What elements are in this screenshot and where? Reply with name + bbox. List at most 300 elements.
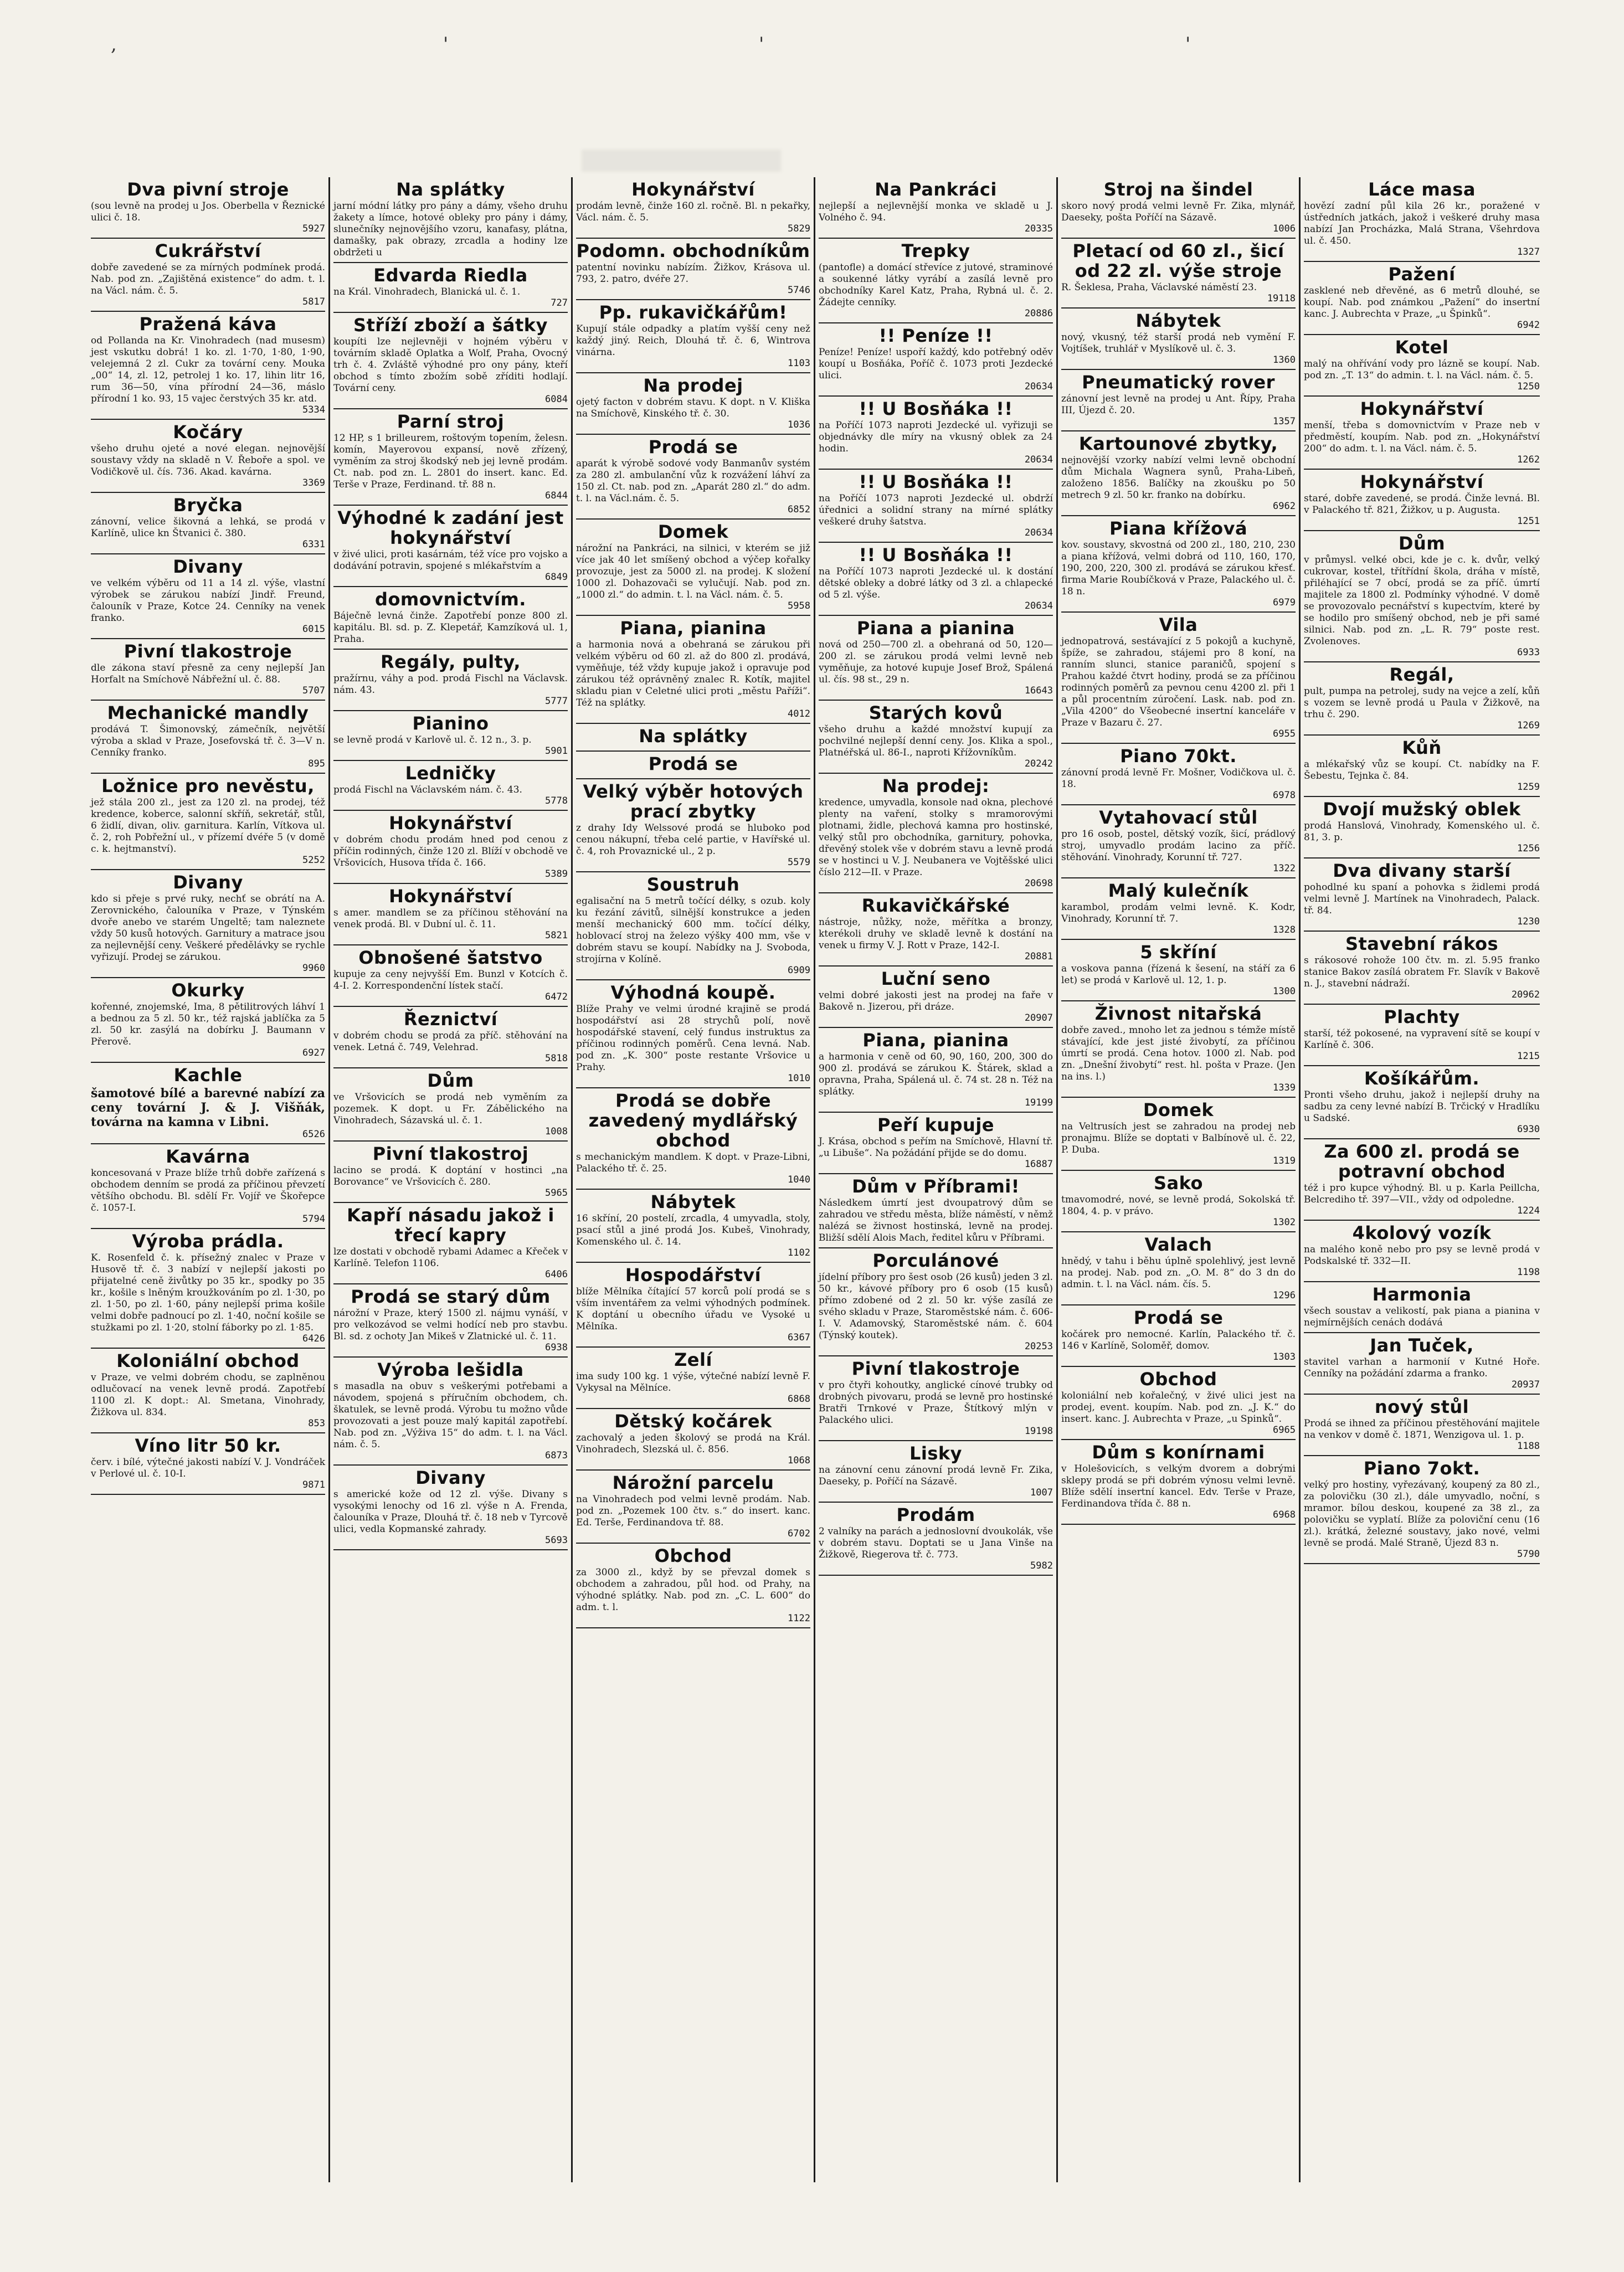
ad-title: Hokynářství <box>631 179 755 200</box>
classified-ad <box>91 978 325 1063</box>
ad-title: Okurky <box>171 980 245 1001</box>
ad-body: ve velkém výběru od 11 a 14 zl. výše, vlastní výrobek se zárukou nabízí Jindř. Freund, čalouník v Praze, Kotce 24. Cenníky na venek franko. <box>91 578 325 624</box>
ad-code: 6873 <box>545 1450 568 1461</box>
ad-code: 1036 <box>788 419 810 430</box>
ad-title: Plachty <box>1384 1006 1460 1027</box>
ad-body: všeho druhu a každé množství kupují za pochvilné nejlepší denní ceny. Jos. Klika a spol., Platnéřská ul. 86-I., naproti Křížovníkům. <box>819 724 1053 758</box>
ad-title: Výhodná koupě. <box>610 982 776 1003</box>
ad-body: zánovní, velice šikovná a lehká, se prodá v Karlíně, ulice kn Štvanici č. 380. <box>91 516 325 539</box>
ad-code: 1250 <box>1517 381 1540 392</box>
ad-code: 1008 <box>545 1126 568 1137</box>
ad-title: Hokynářství <box>389 886 512 907</box>
ad-title: Dům <box>1398 533 1446 554</box>
ad-title: Nárožní parcelu <box>612 1472 774 1493</box>
ad-code: 5818 <box>545 1053 568 1064</box>
ad-title: Dětský kočárek <box>614 1411 772 1432</box>
classified-ad <box>576 724 810 752</box>
classified-ad <box>91 639 325 701</box>
classified-ad <box>576 239 810 300</box>
ad-title: Láce masa <box>1368 179 1476 200</box>
classified-ad <box>1061 940 1296 1001</box>
ad-title: Piana, pianina <box>862 1030 1009 1051</box>
ad-code: 5901 <box>545 746 568 757</box>
ad-title: Sako <box>1153 1173 1204 1194</box>
ad-column <box>573 177 815 2182</box>
ad-code: 1010 <box>788 1073 810 1084</box>
ad-title: Harmonia <box>1372 1284 1472 1305</box>
ad-body: nárožní na Pankráci, na silnici, v kterém se již více jak 40 let smíšený obchod a výčep kořalky provozuje, jest za 5000 zl. na prodej. K složení 1000 zl. Dohazovači se vylučují. Nab. pod zn. „1000 zl.“ do admin. t. l. na Václ. nám. č. 5. <box>576 543 810 600</box>
classified-ad <box>819 397 1053 470</box>
classified-ad <box>1304 1456 1540 1564</box>
ad-code: 1215 <box>1517 1051 1540 1062</box>
top-mark: ' <box>443 33 449 55</box>
classified-ad <box>1304 797 1540 859</box>
ad-body: Prodá se ihned za příčinou přestěhování majitele na venkov v domě č. 1871, Wenzigova ul. 1. p. <box>1304 1418 1540 1441</box>
classified-ad <box>91 701 325 774</box>
ad-code: 1328 <box>1273 924 1296 935</box>
ad-title: Podomn. obchodníkům <box>576 240 810 261</box>
ad-body: koupíti lze nejlevněji v hojném výběru v továrním skladě Oplatka a Wolf, Praha, Ovocný trh č. 4. Zvláště výhodné pro ony pány, kteří obchod s tímto zbožím sobě zříditi hodlají. Tovární ceny. <box>333 336 568 394</box>
ad-body: ojetý facton v dobrém stavu. K dopt. n V. Kliška na Smíchově, Kinského tř. č. 30. <box>576 397 810 419</box>
ad-body: lze dostati v obchodě rybami Adamec a Křeček v Karlíně. Telefon 1106. <box>333 1246 568 1269</box>
classified-ad <box>1061 1232 1296 1305</box>
ad-body: kočárek pro nemocné. Karlín, Palackého tř. č. 146 v Karlíně, Soloměř, domov. <box>1061 1329 1296 1351</box>
ad-body: nový, vkusný, též starší prodá neb vymění F. Vojtíšek, truhlář v Myslíkově ul. č. 3. <box>1061 332 1296 354</box>
ad-title: Výhodné k zadání jest hokynářství <box>337 507 564 548</box>
ad-title: Obchod <box>654 1545 732 1566</box>
ad-title: Vila <box>1159 614 1198 635</box>
classified-ad <box>91 420 325 493</box>
top-mark: ' <box>1185 33 1191 55</box>
ad-code: 6965 <box>1273 1425 1296 1436</box>
ad-body: na Veltrusích jest se zahradou na prodej neb pronajmu. Blíže se doptati v Balbínově ul. č. 22, P. Duba. <box>1061 1121 1296 1155</box>
ad-code: 1068 <box>788 1455 810 1466</box>
ad-title: Piana křížová <box>1109 518 1248 539</box>
ad-code: 6367 <box>788 1332 810 1343</box>
ad-body: v dobrém chodu prodám hned pod cenou z příčin rodinných, činže 120 zl. Blíží v obchodě ve Vršovicích, Husova třída č. 166. <box>333 834 568 868</box>
ad-body: od Pollanda na Kr. Vinohradech (nad musesm) jest vskutku dobrá! 1 ko. zl. 1·70, 1·80, 1·90, velejemná 2 zl. Cukr za tovární ceny. Mouka „00“ 14, zl. 12, petrolej 1 ko. 17, lihin litr 16, rum 36—50, vína přírodní 24—36, máslo přírodní 1 ko. 93, 15 vajec čerstvých 35 kr. atd. <box>91 335 325 404</box>
classified-ad <box>91 870 325 978</box>
classified-ad <box>1304 1333 1540 1395</box>
classified-ad <box>1304 335 1540 397</box>
classified-ad <box>819 893 1053 967</box>
classified-ad <box>1061 516 1296 613</box>
classified-ad <box>576 435 810 520</box>
ad-title: Dva divany starší <box>1333 860 1511 881</box>
ad-title: Prodá se <box>648 436 738 458</box>
ad-code: 1319 <box>1273 1155 1296 1166</box>
ad-body: na zánovní cenu zánovní prodá levně Fr. Zika, Daeseky, p. Poříčí na Sázavě. <box>819 1464 1053 1487</box>
ad-title: Řeznictví <box>403 1009 498 1030</box>
ad-title: nový stůl <box>1374 1396 1469 1417</box>
classified-ad <box>1304 1005 1540 1066</box>
classified-ad <box>91 774 325 870</box>
ad-code: 6844 <box>545 490 568 501</box>
ad-code: 853 <box>308 1418 325 1429</box>
ad-body: v pro čtyři kohoutky, anglické cínové trubky od drobných pivovaru, prodá se levně pro hostinské Bratři Trnkové v Praze, Štítkový mlýn v Palackého ulici. <box>819 1380 1053 1426</box>
top-mark: , <box>111 33 117 55</box>
ad-title: Parní stroj <box>397 411 505 432</box>
ad-title: Hokynářství <box>389 813 512 834</box>
ad-title: Na prodej <box>643 375 743 396</box>
ad-code: 1103 <box>788 358 810 369</box>
ad-code: 20242 <box>1024 758 1053 769</box>
ad-title: Divany <box>415 1467 486 1488</box>
ad-code: 727 <box>551 297 568 309</box>
classified-ad <box>333 884 568 945</box>
ad-body: prodá Fischl na Václavském nám. č. 43. <box>333 784 522 795</box>
ad-title: Dům <box>427 1070 474 1091</box>
classified-ad <box>819 177 1053 239</box>
ad-body: a harmonia v ceně od 60, 90, 160, 200, 300 do 900 zl. prodává se zárukou K. Štárek, sklad a opravna, Praha, Spálená ul. č. 74 st. 28 n. Též na splátky. <box>819 1051 1053 1097</box>
classified-ad <box>1061 805 1296 878</box>
classified-ad <box>333 711 568 761</box>
classified-ad <box>91 1144 325 1229</box>
ad-title: Kočáry <box>173 421 243 443</box>
ad-body: velmi dobré jakosti jest na prodej na faře v Bakově n. Jizerou, při dráze. <box>819 990 1053 1012</box>
ad-title: Zelí <box>674 1349 712 1370</box>
classified-ad <box>333 1203 568 1284</box>
ad-title: Prodá se starý dům <box>351 1286 551 1307</box>
ad-body: skoro nový prodá velmi levně Fr. Zika, mlynář, Daeseky, pošta Poříčí na Sázavě. <box>1061 201 1296 223</box>
ad-code: 895 <box>308 758 325 769</box>
classified-ad <box>819 470 1053 543</box>
ad-body: jídelní příbory pro šest osob (26 kusů) jeden 3 zl. 50 kr., kávové příbory pro 6 osob (15 kusů) přímo zdobené od 2 zl. 50 kr. výše zasílá ze svého skladu v Praze, Staroměstské nám. č. 606-I. V. Adamovský, Staroměstské nám. č. 604 (Týnský koutek). <box>819 1272 1053 1341</box>
ad-column <box>330 177 573 2182</box>
ad-title: Ledničky <box>405 763 496 784</box>
classified-ad <box>819 323 1053 397</box>
ad-body: prodám levně, činže 160 zl. ročně. Bl. n pekařky, Václ. nám. č. 5. <box>576 201 810 223</box>
ad-body: hovězí zadní půl kila 26 kr., poražené v ústředních jatkách, jakož i veškeré druhy masa nabízí Jan Procházka, Malá Strana, Všehrdova ul. č. 450. <box>1304 201 1540 246</box>
classified-ad <box>819 543 1053 616</box>
ad-title: Prodám <box>896 1504 975 1525</box>
ad-title: Malý kulečník <box>1108 880 1249 901</box>
ad-code: 1256 <box>1517 843 1540 854</box>
ad-code: 19118 <box>1267 293 1296 304</box>
ad-code: 20907 <box>1024 1012 1053 1024</box>
ad-code: 5334 <box>302 404 325 415</box>
ad-body: Báječně levná činže. Zapotřebí ponze 800 zl. kapitálu. Bl. sd. p. Z. Klepetář, Kamzíková ul. 1, Praha. <box>333 610 568 645</box>
ad-body: též i pro kupce výhodný. Bl. u p. Karla Peillcha, Belcrediho tř. 397—VII., vždy od odpoledne. <box>1304 1183 1540 1205</box>
ad-body: všeho druhu ojeté a nové elegan. nejnovější soustavy vždy na skladě n V. Řeboře a spol. ve Vodičkově ul. čís. 736. Akad. kavárna. <box>91 443 325 477</box>
classified-ad <box>333 1068 568 1142</box>
ad-title: Hokynářství <box>1360 471 1484 492</box>
classified-ad <box>576 1544 810 1628</box>
classified-ad <box>819 967 1053 1028</box>
ad-title: Koloniální obchod <box>116 1350 300 1371</box>
classified-ad <box>1061 177 1296 239</box>
ad-body: nástroje, nůžky, nože, měřítka a bronzy, kterékoli druhy ve skladě levně k dostání na venek u firmy V. J. Rott v Praze, 142-I. <box>819 917 1053 951</box>
ad-body: jež stála 200 zl., jest za 120 zl. na prodej, též kredence, koberce, salonní skříň, sekretář, stůl, 6 židlí, divan, oliv. garnitura. Karlín, Vítkova ul. č. 2, roh Pobřežní ul., v přízemí dvéře 5 (v domě c. k. hejtmanství). <box>91 797 325 855</box>
ad-title: Na prodej: <box>882 775 990 796</box>
ad-title: Dům v Příbrami! <box>852 1176 1020 1197</box>
ad-code: 5693 <box>545 1535 568 1546</box>
ad-body: všech soustav a velikostí, pak piana a pianina v nejmírnějších cenách dodává <box>1304 1305 1540 1328</box>
ad-code: 19198 <box>1024 1426 1053 1437</box>
ad-body: pult, pumpa na petrolej, sudy na vejce a zelí, kůň s vozem se levně prodá u Paula v Žižkově, na trhu č. 290. <box>1304 686 1540 720</box>
ad-body: hnědý, v tahu i běhu úplně spolehlivý, jest levně na prodej. Nab. pod zn. „O. M. 8“ do 3 dn do admin. t. l. na Václ. nám. čís. 5. <box>1061 1256 1296 1290</box>
ad-code: 6962 <box>1273 501 1296 512</box>
ad-code: 1269 <box>1517 720 1540 731</box>
ad-code: 6938 <box>545 1342 568 1353</box>
ad-body: Peníze! Peníze! uspoří každý, kdo potřebný oděv koupí u Bosňáka, Poříč č. 1073 proti Jezdecké ulici. <box>819 347 1053 381</box>
ad-title: Regál, <box>1389 664 1455 685</box>
ad-body: jarní módní látky pro pány a dámy, všeho druhu žakety a límce, hotové obleky pro pány i dámy, slunečníky nejnovějšího vzoru, kanafasy, plátna, damašky, pak obrazy, zrcadla a hodiny lze obdržeti u <box>333 201 568 258</box>
classified-ad <box>576 373 810 435</box>
ad-body: dobře zaved., mnoho let za jednou s témže místě stávající, kde jest jisté živobytí, za příčinou úmrtí se prodá. Cena hotov. 1000 zl. Nab. pod zn. „Dnešní živobytí“ rest. hl. pošta v Praze. (Jen na ins. l.) <box>1061 1025 1296 1082</box>
ad-title: Hospodářství <box>625 1264 762 1286</box>
ad-title: Kachle <box>173 1065 243 1086</box>
ad-code: 20886 <box>1024 308 1053 319</box>
classified-ad <box>819 1028 1053 1113</box>
ad-title: Velký výběr hotových prací zbytky <box>583 781 804 822</box>
ad-code: 5821 <box>545 930 568 941</box>
ad-code: 4012 <box>788 708 810 719</box>
ad-title: Košíkářům. <box>1364 1068 1480 1089</box>
ad-code: 1262 <box>1517 454 1540 465</box>
classified-ad <box>1304 932 1540 1005</box>
classified-ad <box>1061 878 1296 940</box>
ad-title: Valach <box>1144 1234 1212 1255</box>
ad-title: Regály, pulty, <box>381 651 521 672</box>
ad-code: 1327 <box>1517 246 1540 258</box>
classified-ad <box>91 177 325 239</box>
ad-body: malý na ohřívání vody pro lázně se koupí. Nab. pod zn. „T. 13“ do admin. t. l. na Václ. nám. č. 5. <box>1304 358 1540 381</box>
ad-title: Živnost nitařská <box>1094 1003 1262 1024</box>
ad-code: 5794 <box>302 1214 325 1225</box>
ad-title: Prodá se <box>1133 1307 1224 1328</box>
ad-code: 5707 <box>302 685 325 696</box>
classified-ad <box>91 1229 325 1349</box>
ad-code: 1198 <box>1517 1267 1540 1278</box>
ad-code: 20634 <box>1024 454 1053 465</box>
ad-body: prodá Hanslová, Vinohrady, Komenského ul. č. 81, 3. p. <box>1304 820 1540 843</box>
ad-code: 1040 <box>788 1174 810 1185</box>
ad-title: Pneumatický rover <box>1082 372 1275 393</box>
ad-title: Porculánové <box>872 1250 999 1271</box>
ad-code: 6942 <box>1517 320 1540 331</box>
classified-ad <box>576 520 810 616</box>
ad-title: Piano 70kt. <box>1120 746 1237 767</box>
classified-ad <box>333 506 568 587</box>
ad-body: dle zákona staví přesně za ceny nejlepší Jan Horfalt na Smíchově Nábřežní ul. č. 88. <box>91 662 325 685</box>
classified-ad <box>1061 370 1296 431</box>
classified-ad <box>1061 1305 1296 1367</box>
ad-title: Pivní tlakostroj <box>372 1143 529 1164</box>
ad-code: 1251 <box>1517 516 1540 527</box>
classified-ad <box>1061 1001 1296 1098</box>
bleed-through-smudge <box>582 150 781 172</box>
ad-body: na Poříčí 1073 naproti Jezdecké ul. k dostání dětské obleky a dobré látky od 3 zl. a chlapecké od 5 zl. výše. <box>819 566 1053 600</box>
classified-ad <box>819 1503 1053 1576</box>
ad-code: 3369 <box>302 477 325 489</box>
ad-body: zánovní prodá levně Fr. Mošner, Vodičkova ul. č. 18. <box>1061 767 1296 790</box>
ad-code: 6426 <box>302 1333 325 1344</box>
classified-ad <box>333 177 568 263</box>
ad-body: koncesovaná v Praze blíže trhů dobře zařízená s obchodem denním se prodá za příčinou převzetí většího obchodu. Bl. sdělí Fr. Vojíř ve Škořepce č. 1057-I. <box>91 1168 325 1214</box>
ad-body: kupuje za ceny nejvyšší Em. Bunzl v Kotcích č. 4-I. 2. Korrespondenční lístek stačí. <box>333 969 568 991</box>
classified-ad <box>1061 1367 1296 1440</box>
ad-code: 5965 <box>545 1188 568 1199</box>
ad-body: kov. soustavy, skvostná od 200 zl., 180, 210, 230 a piana křížová, velmi dobrá od 110, 160, 170, 190, 200, 220, 300 zl. prodává se zárukou křesť. firma Marie Roubíčková v Praze, Palackého ul. č. 18 n. <box>1061 539 1296 597</box>
ad-body: prodává T. Šimonovský, zámečník, největší výroba a sklad v Praze, Josefovská tř. č. 3—V n. Cenníky franko. <box>91 724 325 758</box>
ad-title: !! U Bosňáka !! <box>859 471 1013 492</box>
ad-code: 1303 <box>1273 1351 1296 1363</box>
classified-ad <box>1304 262 1540 335</box>
ad-title: Pletací od 60 zl., šicí od 22 zl. výše stroje <box>1072 240 1284 281</box>
ad-code: 6406 <box>545 1269 568 1280</box>
ad-title: Stroj na šindel <box>1103 179 1253 200</box>
ad-title: Prodá se <box>648 753 738 774</box>
ad-code: 1006 <box>1273 223 1296 234</box>
ad-code: 6927 <box>302 1047 325 1058</box>
ad-title: Starých kovů <box>868 702 1003 723</box>
ad-title: Soustruh <box>646 874 740 895</box>
ad-title: Na splátky <box>639 726 748 747</box>
ad-body: zachovalý a jeden školový se prodá na Král. Vinohradech, Slezská ul. č. 856. <box>576 1432 810 1455</box>
ad-title: Obnošené šatstvo <box>358 947 543 968</box>
ad-column <box>88 177 330 2182</box>
ad-body: velký pro hostiny, vyřezávaný, koupený za 80 zl., za polovičku (30 zl.), dále umyvadlo, noční, s mramor. bílou deskou, koupené za 38 zl., za polovičku se vyplatí. Blíže za poloviční cenu (16 zl.). krátká, železné soustavy, jako nové, velmi levně se prodá. Malé Straně, Újezd 83 n. <box>1304 1479 1540 1549</box>
ad-body: a harmonia nová a obehraná se zárukou při velkém výběru od 60 zl. až do 800 zl. prodává, vyměňuje, též vždy kupuje jakož i opravuje pod zárukou též oprávněný znalec R. Kotík, majitel skladu pian v Celetné ulici proti „městu Paříži“. Též na splátky. <box>576 639 810 708</box>
ad-body: na malého koně nebo pro psy se levně prodá v Podskalské tř. 332—II. <box>1304 1244 1540 1267</box>
top-mark: ' <box>759 33 764 55</box>
ad-code: 20335 <box>1024 223 1053 234</box>
ad-body: (sou levně na prodej u Jos. Oberbella v Řeznické ulici č. 18. <box>91 201 325 223</box>
ad-code: 1259 <box>1517 782 1540 793</box>
ad-code: 6331 <box>302 539 325 550</box>
ad-body: červ. i bílé, výtečné jakosti nabízí V. J. Vondráček v Perlové ul. č. 10-I. <box>91 1457 325 1479</box>
ad-title: Stříží zboží a šátky <box>353 315 548 336</box>
classified-ad <box>1304 1282 1540 1333</box>
ad-code: 1357 <box>1273 416 1296 427</box>
ad-title: !! U Bosňáka !! <box>859 544 1013 566</box>
ad-body: nejlepší a nejlevnější monka ve skladě u J. Volného č. 94. <box>819 201 1053 223</box>
ad-body: z drahy Idy Welssové prodá se hluboko pod cenou nákupní, třeba celé partie, v Havířské ul. č. 4, roh Provaznické ul., 2 p. <box>576 823 810 857</box>
ad-title: Piana, pianina <box>620 618 767 639</box>
classified-ad <box>1304 1221 1540 1282</box>
classified-ad <box>1061 239 1296 309</box>
ad-code: 20634 <box>1024 600 1053 611</box>
classified-ad <box>333 1284 568 1358</box>
ad-body: v Praze, ve velmi dobrém chodu, se zaplněnou odlučovací na venek levně prodá. Zapotřebí 1100 zl. K dopt.: Al. Smetana, Vinohrady, Žižkova ul. 834. <box>91 1372 325 1418</box>
classified-ad <box>1304 859 1540 932</box>
ad-code: 6852 <box>788 504 810 515</box>
ad-title: Rukavičkářské <box>861 895 1010 916</box>
classified-ad <box>576 1088 810 1190</box>
ad-code: 20634 <box>1024 527 1053 538</box>
ad-title: Pažení <box>1388 264 1456 285</box>
ad-code: 5746 <box>788 285 810 296</box>
ad-code: 1230 <box>1517 916 1540 927</box>
ad-body: 12 HP, s 1 brilleurem, roštovým topením, želesn. komín, Mayerovou expansí, nově zřízený, vyměním za stroj škodský neb jej levně prodám. Ct. nab. pod zn. L. 2801 do insert. kanc. Ed. Terše v Praze, Ferdinand. tř. 88 n. <box>333 433 568 490</box>
classified-ad <box>819 774 1053 893</box>
ad-code: 6909 <box>788 965 810 976</box>
ad-body: na Vinohradech pod velmi levně prodám. Nab. pod zn. „Pozemek 100 čtv. s.“ do insert. kanc. Ed. Terše, Ferdinandova tř. 88. <box>576 1494 810 1528</box>
ad-code: 1296 <box>1273 1290 1296 1301</box>
ad-body: na Poříčí 1073 naproti Jezdecké ul. obdrží úřednici a solidní strany na mírné splátky veškeré druhy šatstva. <box>819 493 1053 527</box>
ad-body: s amer. mandlem se za příčinou stěhování na venek prodá. Bl. v Dubní ul. č. 11. <box>333 907 568 930</box>
ad-title: Piana a pianina <box>856 618 1015 639</box>
ad-title: Mechanické mandly <box>107 702 309 723</box>
ad-title: Prodá se dobře zavedený mydlářský obchod <box>588 1090 798 1151</box>
classified-ad <box>91 1349 325 1433</box>
ad-body: K. Rosenfeld č. k. přísežný znalec v Praze v Husově tř. č. 3 nabízí v nejlepší jakosti po přijatelné ceně živůtky po 35 kr., spodky po 35 kr., košile s lněným kroužkováním po zl. 1·30, po zl. 1·50, po zl. 1·60, pány nejlepší prima košile velmi dobře padnoucí po zl. 1·40, noční košile se stužkami po zl. 1·20, stolní fáborky po zl. 1·85. <box>91 1252 325 1333</box>
ad-code: 5389 <box>545 868 568 880</box>
ad-body: pro 16 osob, postel, dětský vozík, šicí, prádlový stroj, umyvadlo prodám lacino za příč. stěhování. Vinohrady, Korunní tř. 727. <box>1061 829 1296 863</box>
classified-ad <box>91 1063 325 1144</box>
classified-ad <box>819 1356 1053 1441</box>
ad-body: staré, dobře zavedené, se prodá. Činže levná. Bl. v Palackého tř. 821, Žižkov, u p. Augusta. <box>1304 493 1540 516</box>
classified-ad <box>333 313 568 409</box>
ad-title: Lisky <box>909 1443 963 1464</box>
ad-title: Pp. rukavičkářům! <box>599 302 788 323</box>
ad-code: 19199 <box>1024 1097 1053 1108</box>
ad-body: nejnovější vzorky nabízí velmi levně obchodní dům Michala Wagnera synů, Praha-Libeň, založeno 1856. Balíčky na zkoušku po 50 metrech 9 zl. 50 kr. franko na dobírku. <box>1061 455 1296 501</box>
ad-body: kořenné, znojemské, Ima, 8 pětilitrových láhví 1 a bednou za 5 zl. 50 kr., též rajská jablíčka za 5 zl. 50 kr. zasýlá na dobírku J. Baumann v Přerově. <box>91 1001 325 1047</box>
ad-body: ve Vršovicích se prodá neb vyměním za pozemek. K dopt. u Fr. Zábělického na Vinohradech, Sázavská ul. č. 1. <box>333 1092 568 1126</box>
ad-body: s masadla na obuv s veškerými potřebami a návodem, spojená s příručním obchodem, ch. škatulek, se levně prodá. Výrobu tu možno vůde provozovati a jest pouze malý kapitál zapotřebí. Nab. pod zn. „Výživa 15“ do adm. t. l. na Václ. nám. č. 5. <box>333 1381 568 1450</box>
ad-code: 5790 <box>1517 1549 1540 1560</box>
ad-code: 5579 <box>788 857 810 868</box>
ad-body: egalisační na 5 metrů točící délky, s ozub. koly ku řezání závitů, silnější konstrukce a jeden menší mechanický 600 mm. točící délky, hoblovací stroj na železo výšky 400 mm, vše v dobrém stavu se koupí. Nabídky na J. Svoboda, strojírna v Kolíně. <box>576 896 810 965</box>
ad-code: 6702 <box>788 1528 810 1539</box>
ad-code: 5958 <box>788 600 810 611</box>
classified-ad <box>333 409 568 506</box>
ad-code: 1122 <box>788 1613 810 1624</box>
ad-title: Divany <box>173 556 243 577</box>
ad-body: v průmysl. velké obci, kde je c. k. dvůr, velký cukrovar, kostel, třítřídní škola, dráha v místě, přiléhající se 7 obcí, prodá se za příč. úmrtí majitele za 1800 zl. Podmínky výhodné. V domě se provozovalo pecnářství s kupectvím, které by se hodilo pro smíšený obchod, neb je při samé silnici. Nab. pod zn. „L. R. 79“ poste rest. Zvolenoves. <box>1304 554 1540 647</box>
ad-code: 6978 <box>1273 790 1296 801</box>
classified-ad <box>1061 1440 1296 1525</box>
ad-title: 4kolový vozík <box>1352 1222 1492 1243</box>
ad-body: lacino se prodá. K doptání v hostinci „na Borovance“ ve Vršovicích č. 280. <box>333 1165 568 1188</box>
ad-body: tmavomodré, nové, se levně prodá, Sokolská tř. 1804, 4. p. v právo. <box>1061 1194 1296 1217</box>
classified-ad <box>576 177 810 239</box>
classified-ad <box>333 1007 568 1068</box>
ad-body: v Holešovicích, s velkým dvorem a dobrými sklepy prodá se při dobrém výnosu velmi levně. Blíže sdělí insertní kancel. Edv. Terše v Praze, Ferdinandova třída č. 88 n. <box>1061 1463 1296 1509</box>
ad-title: Obchod <box>1139 1369 1217 1390</box>
classified-ad <box>333 1466 568 1550</box>
classified-ad <box>1061 744 1296 805</box>
ad-code: 6084 <box>545 394 568 405</box>
ad-body: a voskova panna (řízená k šesení, na stáří za 6 let) se prodá v Karlově ul. 12, 1. p. <box>1061 963 1296 986</box>
ad-title: Vytahovací stůl <box>1099 807 1258 828</box>
classified-ad <box>576 872 810 980</box>
classified-ad <box>576 300 810 373</box>
ad-code: 20698 <box>1024 878 1053 889</box>
ad-body: pohodlné ku spaní a pohovka s židlemi prodá velmi levně J. Martínek na Vinohradech, Palack. tř. 84. <box>1304 882 1540 916</box>
ad-title: Stavební rákos <box>1345 933 1499 954</box>
ad-body: Následkem úmrtí jest dvoupatrový dům se zahradou ve středu města, blíže náměstí, v němž nalézá se živnost hostinská, levně na prodej. Bližší sdělí Alois Mach, ředitel kůru v Příbrami. <box>819 1197 1053 1243</box>
ad-code: 9960 <box>302 963 325 974</box>
ad-code: 1360 <box>1273 354 1296 366</box>
ad-body: v živé ulici, proti kasárnám, též více pro vojsko a dodávání potravin, spojené s mlékařstvím a <box>333 549 568 572</box>
classified-ad <box>333 761 568 811</box>
classified-ad <box>576 752 810 779</box>
ad-title: Kapří násadu jakož i třecí kapry <box>347 1205 554 1246</box>
classified-ad <box>576 980 810 1088</box>
ad-title: !! U Bosňáka !! <box>859 398 1013 419</box>
classified-ad <box>1304 470 1540 531</box>
classified-ad <box>576 1348 810 1409</box>
ad-code: 5777 <box>545 696 568 707</box>
ad-code: 5982 <box>1030 1560 1053 1571</box>
ad-code: 1188 <box>1517 1441 1540 1452</box>
ad-body: pražírnu, váhy a pod. prodá Fischl na Václavsk. nám. 43. <box>333 673 568 696</box>
ad-body: J. Krása, obchod s peřím na Smíchově, Hlavní tř. „u Libuše“. Na požádání přijde se do domu. <box>819 1136 1053 1159</box>
classified-ad <box>819 701 1053 774</box>
